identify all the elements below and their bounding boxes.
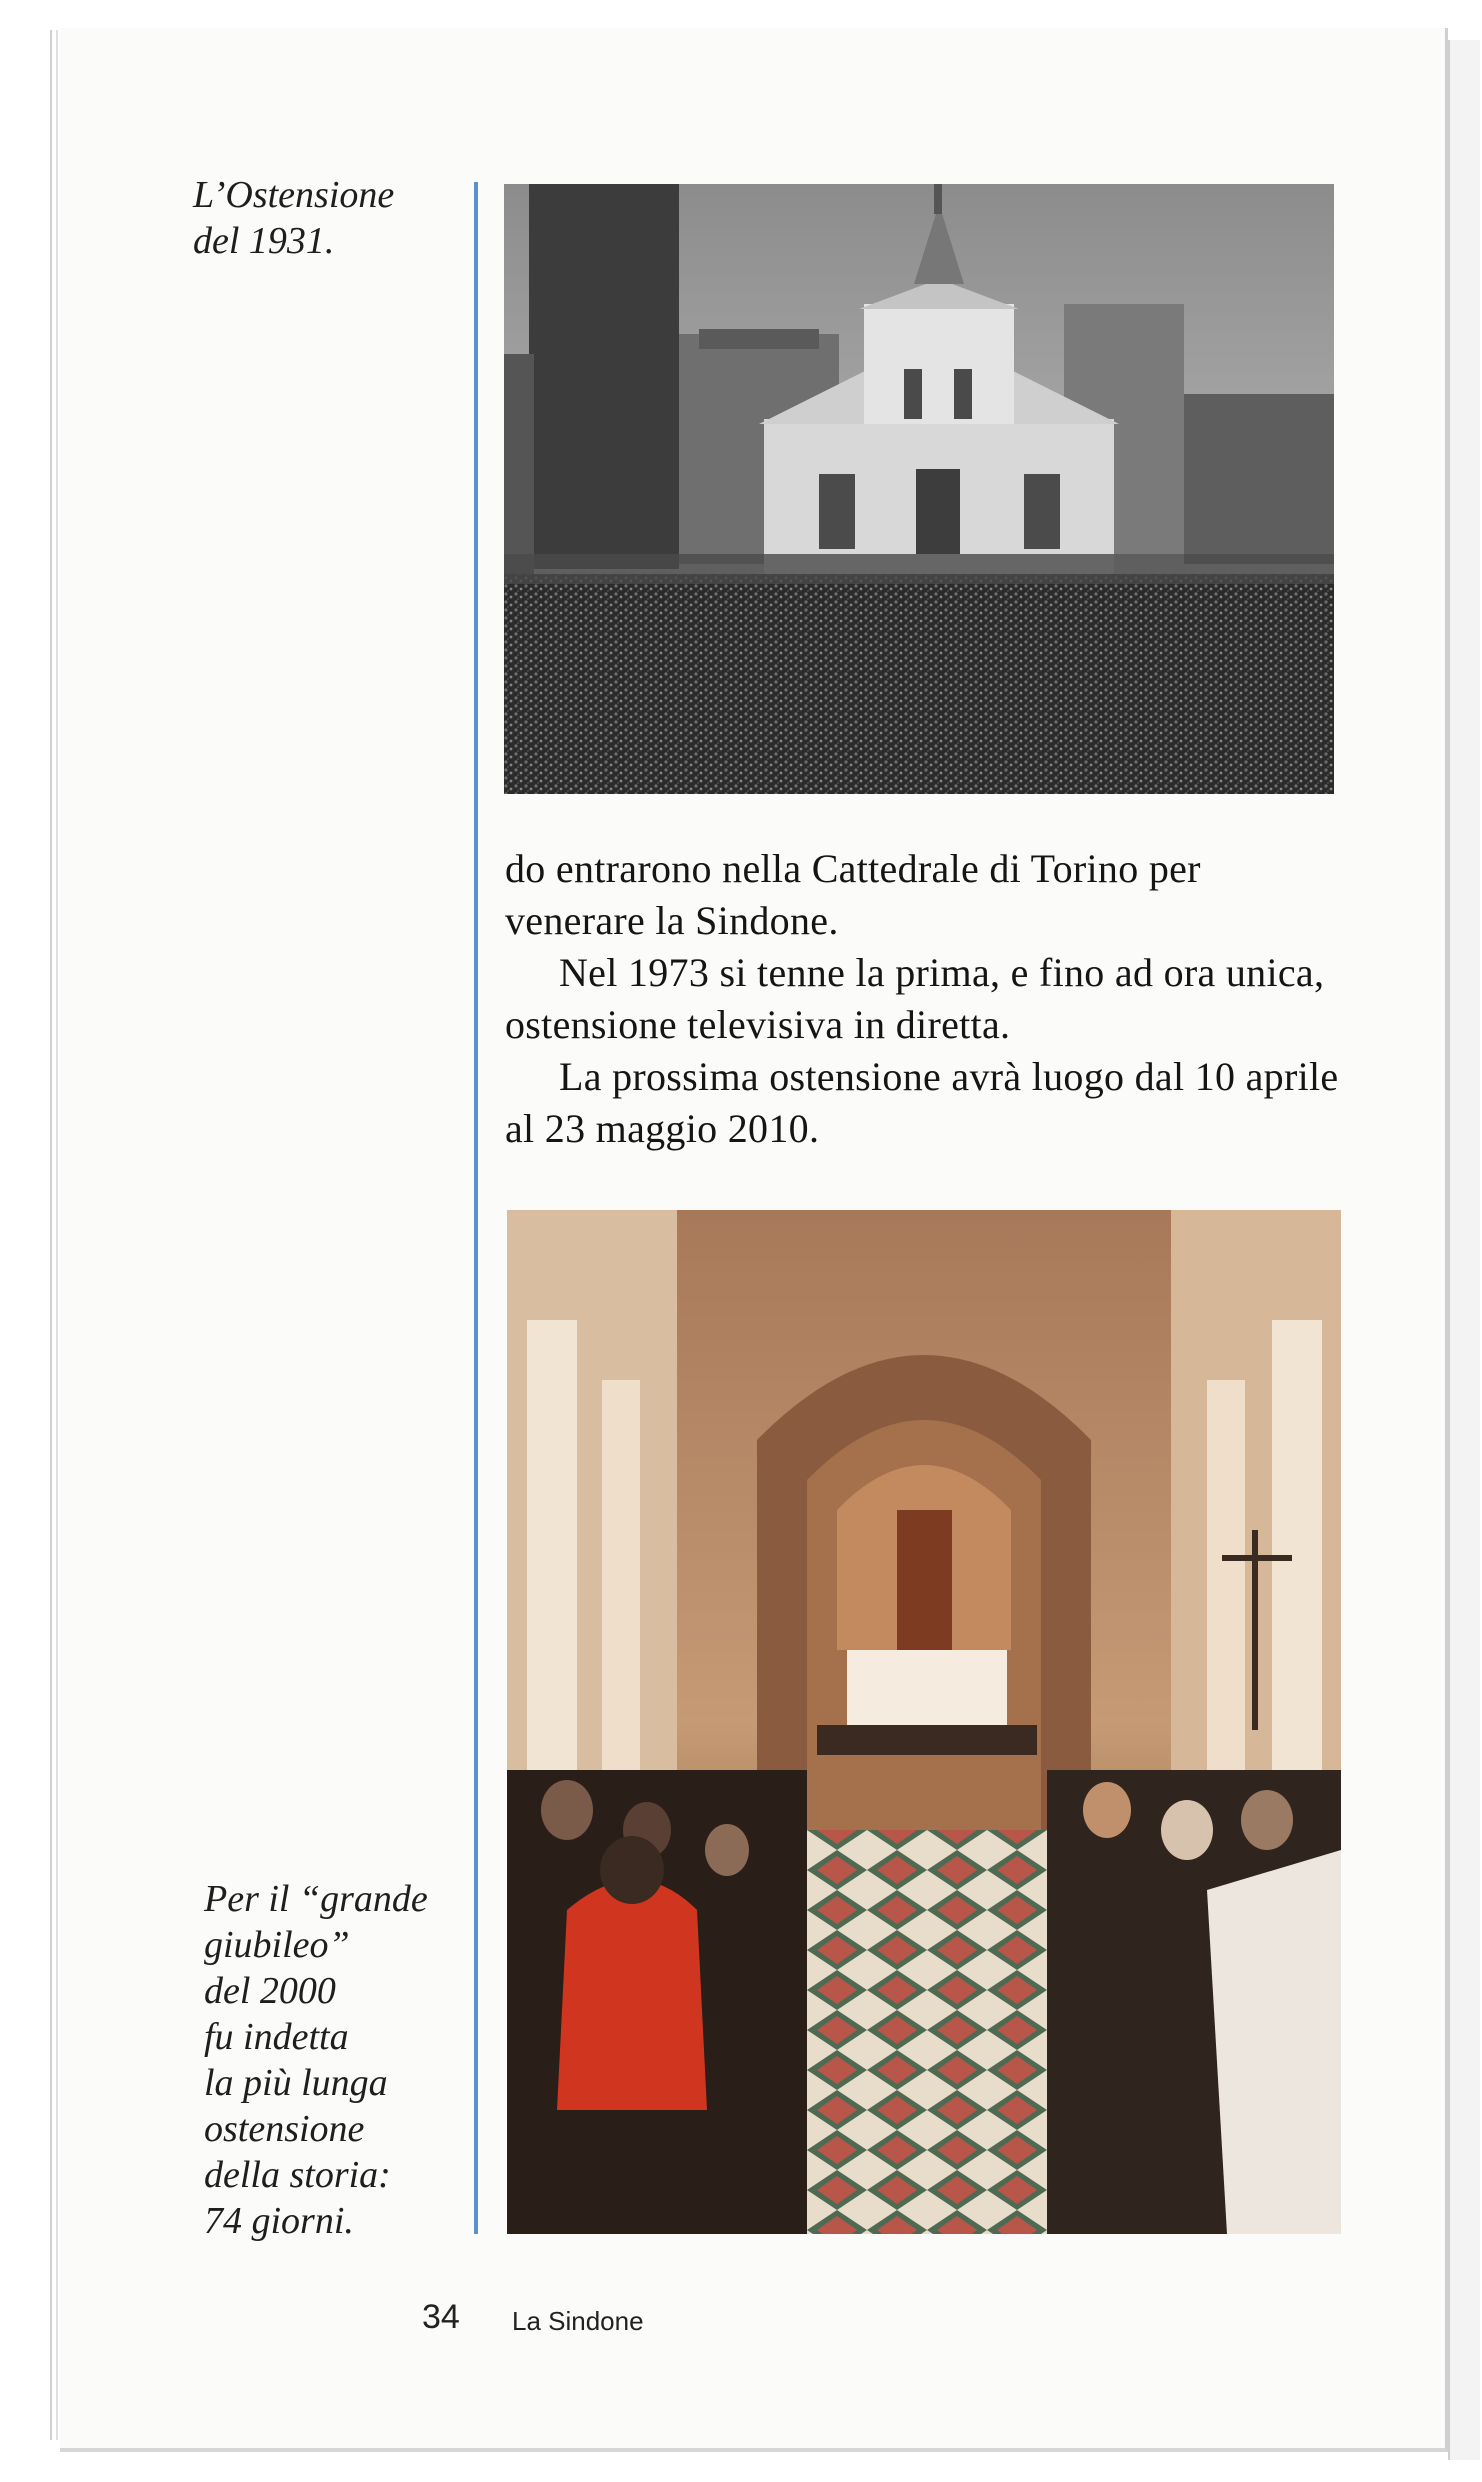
paragraph-continuation: do entrarono nella Cattedrale di Torino per venerare la Sindone. xyxy=(505,846,1201,943)
photo-cathedral-interior-2000 xyxy=(507,1210,1341,2234)
page-edge xyxy=(50,30,52,2440)
caption-giubileo-2000: Per il “grande giubileo” del 2000 fu indetta la più lunga ostensione della storia: 74 giorni. xyxy=(204,1878,428,2242)
body-text xyxy=(505,843,1340,1155)
photo-cathedral-1931 xyxy=(504,184,1334,794)
caption-ostensione-1931: L’Ostensione del 1931. xyxy=(193,174,395,262)
paragraph-1973: Nel 1973 si tenne la prima, e fino ad ora unica, ostensione televisiva in diretta. xyxy=(505,950,1325,1047)
facing-page-edge xyxy=(1448,40,1480,2460)
blue-vertical-rule xyxy=(474,182,478,2234)
paragraph-2010: La prossima ostensione avrà luogo dal 10 aprile al 23 maggio 2010. xyxy=(505,1054,1339,1151)
page-number: 34 xyxy=(422,2298,460,2336)
page-edge xyxy=(56,30,58,2440)
running-title: La Sindone xyxy=(512,2306,644,2336)
